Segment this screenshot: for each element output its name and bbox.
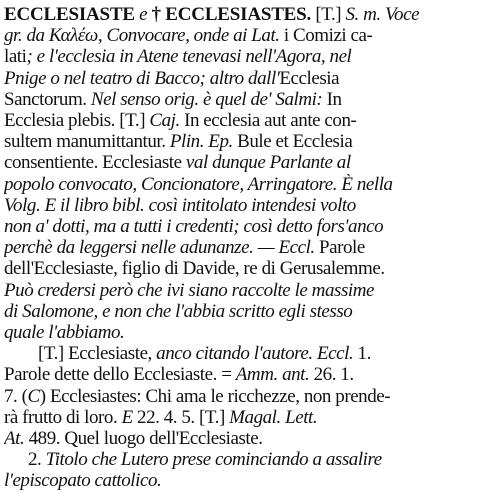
entry-text-segment: E bbox=[121, 406, 138, 428]
entry-line bbox=[4, 322, 477, 344]
entry-line bbox=[4, 4, 477, 26]
entry-line bbox=[38, 343, 477, 365]
entry-line bbox=[28, 449, 477, 471]
entry-line bbox=[4, 89, 477, 111]
entry-text-segment: Eccl. bbox=[278, 237, 320, 259]
entry-text-segment: Caj. bbox=[149, 110, 185, 131]
entry-text-segment: 22. 4. 5. [T.] bbox=[137, 406, 230, 428]
entry-line bbox=[4, 174, 477, 196]
entry-text-segment: quale l'abbiamo. bbox=[4, 322, 125, 343]
entry-text-segment: Ecclesia plebis. [T.] bbox=[4, 110, 150, 131]
entry-text-segment: di Salomone, e non che l'abbia scritto egli stesso bbox=[4, 300, 353, 322]
entry-text-segment: † ECCLESIASTES. bbox=[151, 4, 312, 25]
entry-text-segment: Parole bbox=[319, 237, 365, 259]
entry-line bbox=[4, 470, 477, 492]
entry-line bbox=[4, 195, 477, 217]
entry-text-segment: Nel senso orig. è quel de' Salmi: bbox=[90, 88, 327, 110]
entry-text-segment: S. m. Voce bbox=[345, 4, 420, 25]
entry-text-segment: [T.] Ecclesiaste, bbox=[38, 343, 157, 365]
entry-line bbox=[4, 428, 477, 450]
entry-text-segment: Sanctorum. bbox=[4, 88, 91, 110]
entry-text-segment: val dunque Parlante al bbox=[185, 152, 351, 174]
entry-line bbox=[4, 25, 477, 47]
entry-text-segment: consentiente. Ecclesiaste bbox=[4, 152, 186, 174]
entry-text-segment: At. bbox=[4, 428, 29, 449]
entry-line bbox=[4, 110, 477, 132]
entry-text-segment: Può credersi però che ivi siano raccolte le massime bbox=[4, 279, 374, 301]
entry-line bbox=[4, 68, 477, 90]
entry-text-segment: In bbox=[326, 88, 342, 110]
entry-text-segment: 1. bbox=[357, 343, 371, 365]
entry-text-segment: popolo convocato, Concionatore, Arringatore. È nella bbox=[4, 173, 393, 195]
entry-text-segment: dell'Ecclesiaste, figlio di Davide, re di Gerusalemme. bbox=[4, 258, 385, 280]
entry-line bbox=[4, 237, 477, 259]
entry-line bbox=[4, 301, 477, 323]
entry-text-segment: ; e l'ecclesia in Atene tenevasi nell'Agora, nel bbox=[26, 46, 352, 68]
entry-text-segment: Plin. Ep. bbox=[169, 131, 238, 153]
entry-text-segment: Amm. ant. bbox=[235, 364, 314, 386]
entry-text-segment: C bbox=[27, 385, 40, 407]
entry-text-segment: In ecclesia aut ante con- bbox=[184, 110, 357, 131]
entry-text-segment: Ecclesia bbox=[279, 67, 340, 89]
entry-text-segment: 26. 1. bbox=[313, 364, 354, 386]
entry-line bbox=[4, 364, 477, 386]
entry-text-segment: Parole dette dello Ecclesiaste. = bbox=[4, 364, 236, 386]
entry-line bbox=[4, 280, 477, 302]
entry-text-segment: non a' dotti, ma a tutti i credenti; così detto fors'anco bbox=[4, 216, 384, 237]
entry-text-segment: i Comizi ca- bbox=[283, 25, 373, 47]
entry-text-segment: Volg. E il libro bibl. così intitolato intendesi volto bbox=[4, 194, 356, 216]
entry-text-segment: Bule et Ecclesia bbox=[237, 131, 353, 153]
entry-text-segment: 2. bbox=[28, 449, 46, 471]
entry-text-segment: Titolo che Lutero prese cominciando a assalire bbox=[45, 449, 382, 471]
entry-text-segment: 7. ( bbox=[4, 385, 28, 407]
entry-line bbox=[4, 407, 477, 429]
entry-text-segment: [T.] bbox=[311, 4, 346, 25]
entry-line bbox=[4, 46, 477, 68]
entry-text-segment: rà frutto di loro. bbox=[4, 406, 122, 428]
entry-text-segment: e bbox=[134, 4, 152, 25]
entry-text-segment: 489. Quel luogo dell'Ecclesiaste. bbox=[28, 428, 263, 449]
entry-text-segment: Pnige o nel teatro di Bacco; altro dall' bbox=[4, 67, 280, 89]
entry-text-segment: l'episcopato cattolico. bbox=[4, 470, 162, 492]
entry-line bbox=[4, 386, 477, 408]
entry-text-segment: perchè da leggersi nelle adunanze. — bbox=[4, 237, 279, 259]
entry-text-segment: anco citando l'autore. Eccl. bbox=[156, 343, 358, 365]
entry-text-segment: sultem manumittantur. bbox=[4, 131, 170, 153]
entry-text-segment: gr. da Καλέω, Convocare, onde ai Lat. bbox=[4, 25, 284, 47]
entry-line bbox=[4, 152, 477, 174]
entry-text-segment: Magal. Lett. bbox=[229, 406, 318, 428]
entry-text-segment: lati bbox=[4, 46, 27, 68]
entry-line bbox=[4, 131, 477, 153]
entry-text-segment: ECCLESIASTE bbox=[4, 4, 135, 25]
entry-text-segment: ) Ecclesiastes: Chi ama le ricchezze, non prende- bbox=[39, 385, 391, 407]
entry-line bbox=[4, 258, 477, 280]
entry-line bbox=[4, 216, 477, 238]
